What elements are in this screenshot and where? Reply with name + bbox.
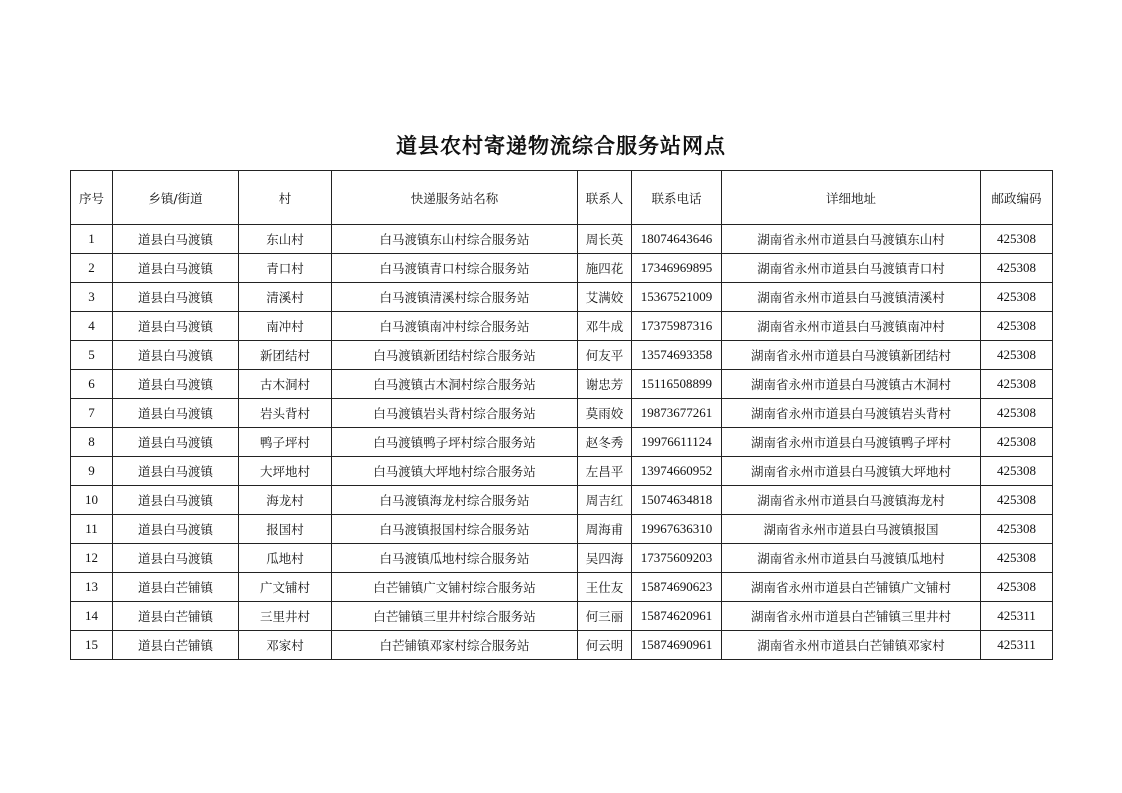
station-name-cell: 白马渡镇清溪村综合服务站 bbox=[332, 283, 578, 312]
contact-person-cell: 赵冬秀 bbox=[578, 428, 632, 457]
contact-person-cell: 王仕友 bbox=[578, 573, 632, 602]
address-cell: 湖南省永州市道县白马渡镇大坪地村 bbox=[722, 457, 981, 486]
township-cell: 道县白马渡镇 bbox=[113, 225, 239, 254]
phone-cell: 15074634818 bbox=[632, 486, 722, 515]
township-cell: 道县白芒铺镇 bbox=[113, 573, 239, 602]
township-cell: 道县白马渡镇 bbox=[113, 515, 239, 544]
address-cell: 湖南省永州市道县白马渡镇新团结村 bbox=[722, 341, 981, 370]
postcode-cell: 425308 bbox=[981, 370, 1053, 399]
contact-person-cell: 吴四海 bbox=[578, 544, 632, 573]
township-cell: 道县白芒铺镇 bbox=[113, 631, 239, 660]
village-cell: 鸭子坪村 bbox=[239, 428, 332, 457]
phone-cell: 15367521009 bbox=[632, 283, 722, 312]
header-cell: 村 bbox=[239, 171, 332, 225]
station-name-cell: 白马渡镇大坪地村综合服务站 bbox=[332, 457, 578, 486]
table-row bbox=[71, 428, 1053, 457]
address-cell: 湖南省永州市道县白马渡镇东山村 bbox=[722, 225, 981, 254]
township-cell: 道县白马渡镇 bbox=[113, 370, 239, 399]
index-cell: 12 bbox=[71, 544, 113, 573]
header-cell: 详细地址 bbox=[722, 171, 981, 225]
table-row bbox=[71, 631, 1053, 660]
address-cell: 湖南省永州市道县白马渡镇清溪村 bbox=[722, 283, 981, 312]
postcode-cell: 425308 bbox=[981, 341, 1053, 370]
table-row bbox=[71, 341, 1053, 370]
header-cell: 邮政编码 bbox=[981, 171, 1053, 225]
phone-cell: 13974660952 bbox=[632, 457, 722, 486]
station-name-cell: 白马渡镇东山村综合服务站 bbox=[332, 225, 578, 254]
address-cell: 湖南省永州市道县白马渡镇岩头背村 bbox=[722, 399, 981, 428]
station-name-cell: 白马渡镇古木洞村综合服务站 bbox=[332, 370, 578, 399]
station-name-cell: 白马渡镇海龙村综合服务站 bbox=[332, 486, 578, 515]
contact-person-cell: 周吉红 bbox=[578, 486, 632, 515]
postcode-cell: 425308 bbox=[981, 544, 1053, 573]
contact-person-cell: 周长英 bbox=[578, 225, 632, 254]
table-row bbox=[71, 225, 1053, 254]
village-cell: 报国村 bbox=[239, 515, 332, 544]
index-cell: 14 bbox=[71, 602, 113, 631]
contact-person-cell: 周海甫 bbox=[578, 515, 632, 544]
table-body bbox=[71, 225, 1053, 660]
village-cell: 南冲村 bbox=[239, 312, 332, 341]
table-row bbox=[71, 544, 1053, 573]
station-name-cell: 白马渡镇瓜地村综合服务站 bbox=[332, 544, 578, 573]
postcode-cell: 425308 bbox=[981, 225, 1053, 254]
phone-cell: 17375987316 bbox=[632, 312, 722, 341]
township-cell: 道县白马渡镇 bbox=[113, 341, 239, 370]
contact-person-cell: 艾满姣 bbox=[578, 283, 632, 312]
village-cell: 东山村 bbox=[239, 225, 332, 254]
station-name-cell: 白马渡镇报国村综合服务站 bbox=[332, 515, 578, 544]
stations-table bbox=[70, 170, 1053, 660]
phone-cell: 19873677261 bbox=[632, 399, 722, 428]
address-cell: 湖南省永州市道县白马渡镇海龙村 bbox=[722, 486, 981, 515]
index-cell: 3 bbox=[71, 283, 113, 312]
index-cell: 1 bbox=[71, 225, 113, 254]
village-cell: 青口村 bbox=[239, 254, 332, 283]
table-header-row bbox=[71, 171, 1053, 225]
phone-cell: 17375609203 bbox=[632, 544, 722, 573]
station-name-cell: 白马渡镇鸭子坪村综合服务站 bbox=[332, 428, 578, 457]
header-cell: 联系人 bbox=[578, 171, 632, 225]
station-name-cell: 白芒铺镇三里井村综合服务站 bbox=[332, 602, 578, 631]
table-row bbox=[71, 283, 1053, 312]
address-cell: 湖南省永州市道县白马渡镇报国 bbox=[722, 515, 981, 544]
contact-person-cell: 何三丽 bbox=[578, 602, 632, 631]
index-cell: 5 bbox=[71, 341, 113, 370]
index-cell: 11 bbox=[71, 515, 113, 544]
document-title: 道县农村寄递物流综合服务站网点 bbox=[396, 134, 726, 158]
postcode-cell: 425308 bbox=[981, 283, 1053, 312]
village-cell: 邓家村 bbox=[239, 631, 332, 660]
index-cell: 8 bbox=[71, 428, 113, 457]
index-cell: 9 bbox=[71, 457, 113, 486]
postcode-cell: 425308 bbox=[981, 428, 1053, 457]
phone-cell: 15874690961 bbox=[632, 631, 722, 660]
postcode-cell: 425308 bbox=[981, 515, 1053, 544]
address-cell: 湖南省永州市道县白马渡镇瓜地村 bbox=[722, 544, 981, 573]
phone-cell: 18074643646 bbox=[632, 225, 722, 254]
postcode-cell: 425308 bbox=[981, 254, 1053, 283]
index-cell: 2 bbox=[71, 254, 113, 283]
township-cell: 道县白马渡镇 bbox=[113, 457, 239, 486]
table-row bbox=[71, 457, 1053, 486]
phone-cell: 19967636310 bbox=[632, 515, 722, 544]
village-cell: 新团结村 bbox=[239, 341, 332, 370]
table-row bbox=[71, 573, 1053, 602]
village-cell: 古木洞村 bbox=[239, 370, 332, 399]
index-cell: 6 bbox=[71, 370, 113, 399]
contact-person-cell: 左昌平 bbox=[578, 457, 632, 486]
postcode-cell: 425311 bbox=[981, 631, 1053, 660]
contact-person-cell: 何友平 bbox=[578, 341, 632, 370]
township-cell: 道县白马渡镇 bbox=[113, 254, 239, 283]
phone-cell: 19976611124 bbox=[632, 428, 722, 457]
contact-person-cell: 何云明 bbox=[578, 631, 632, 660]
village-cell: 瓜地村 bbox=[239, 544, 332, 573]
address-cell: 湖南省永州市道县白马渡镇鸭子坪村 bbox=[722, 428, 981, 457]
address-cell: 湖南省永州市道县白芒铺镇邓家村 bbox=[722, 631, 981, 660]
township-cell: 道县白马渡镇 bbox=[113, 283, 239, 312]
index-cell: 13 bbox=[71, 573, 113, 602]
village-cell: 海龙村 bbox=[239, 486, 332, 515]
station-name-cell: 白马渡镇新团结村综合服务站 bbox=[332, 341, 578, 370]
village-cell: 大坪地村 bbox=[239, 457, 332, 486]
table-row bbox=[71, 370, 1053, 399]
station-name-cell: 白马渡镇南冲村综合服务站 bbox=[332, 312, 578, 341]
address-cell: 湖南省永州市道县白马渡镇南冲村 bbox=[722, 312, 981, 341]
village-cell: 广文铺村 bbox=[239, 573, 332, 602]
header-cell: 联系电话 bbox=[632, 171, 722, 225]
postcode-cell: 425308 bbox=[981, 486, 1053, 515]
table-row bbox=[71, 515, 1053, 544]
header-cell: 序号 bbox=[71, 171, 113, 225]
township-cell: 道县白马渡镇 bbox=[113, 428, 239, 457]
table-row bbox=[71, 312, 1053, 341]
station-name-cell: 白马渡镇青口村综合服务站 bbox=[332, 254, 578, 283]
phone-cell: 17346969895 bbox=[632, 254, 722, 283]
village-cell: 岩头背村 bbox=[239, 399, 332, 428]
village-cell: 清溪村 bbox=[239, 283, 332, 312]
postcode-cell: 425308 bbox=[981, 457, 1053, 486]
township-cell: 道县白芒铺镇 bbox=[113, 602, 239, 631]
index-cell: 15 bbox=[71, 631, 113, 660]
phone-cell: 15116508899 bbox=[632, 370, 722, 399]
table-row bbox=[71, 399, 1053, 428]
address-cell: 湖南省永州市道县白马渡镇古木洞村 bbox=[722, 370, 981, 399]
contact-person-cell: 谢忠芳 bbox=[578, 370, 632, 399]
index-cell: 10 bbox=[71, 486, 113, 515]
village-cell: 三里井村 bbox=[239, 602, 332, 631]
postcode-cell: 425311 bbox=[981, 602, 1053, 631]
township-cell: 道县白马渡镇 bbox=[113, 486, 239, 515]
header-cell: 乡镇/街道 bbox=[113, 171, 239, 225]
header-cell: 快递服务站名称 bbox=[332, 171, 578, 225]
contact-person-cell: 莫雨姣 bbox=[578, 399, 632, 428]
index-cell: 7 bbox=[71, 399, 113, 428]
table-row bbox=[71, 602, 1053, 631]
postcode-cell: 425308 bbox=[981, 312, 1053, 341]
phone-cell: 15874620961 bbox=[632, 602, 722, 631]
table-row bbox=[71, 254, 1053, 283]
postcode-cell: 425308 bbox=[981, 573, 1053, 602]
station-name-cell: 白芒铺镇邓家村综合服务站 bbox=[332, 631, 578, 660]
township-cell: 道县白马渡镇 bbox=[113, 312, 239, 341]
phone-cell: 15874690623 bbox=[632, 573, 722, 602]
station-name-cell: 白马渡镇岩头背村综合服务站 bbox=[332, 399, 578, 428]
station-name-cell: 白芒铺镇广文铺村综合服务站 bbox=[332, 573, 578, 602]
address-cell: 湖南省永州市道县白芒铺镇广文铺村 bbox=[722, 573, 981, 602]
contact-person-cell: 施四花 bbox=[578, 254, 632, 283]
township-cell: 道县白马渡镇 bbox=[113, 544, 239, 573]
address-cell: 湖南省永州市道县白马渡镇青口村 bbox=[722, 254, 981, 283]
table-row bbox=[71, 486, 1053, 515]
contact-person-cell: 邓牛成 bbox=[578, 312, 632, 341]
phone-cell: 13574693358 bbox=[632, 341, 722, 370]
township-cell: 道县白马渡镇 bbox=[113, 399, 239, 428]
address-cell: 湖南省永州市道县白芒铺镇三里井村 bbox=[722, 602, 981, 631]
postcode-cell: 425308 bbox=[981, 399, 1053, 428]
index-cell: 4 bbox=[71, 312, 113, 341]
